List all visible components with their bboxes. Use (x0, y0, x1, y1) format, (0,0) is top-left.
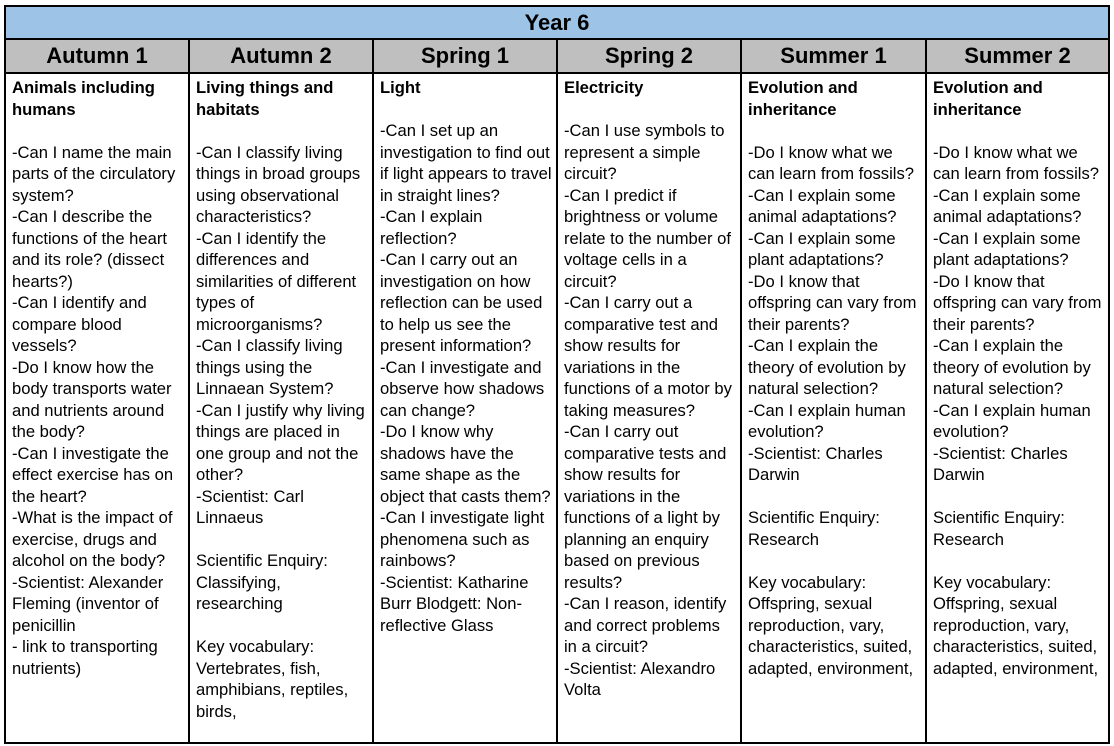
question-line (196, 120, 368, 142)
question-line (933, 486, 1104, 508)
question-line: Scientific Enquiry: Classifying, researching (196, 551, 333, 613)
question-line: Key vocabulary: Offspring, sexual reproduction, vary, characteristics, suited, adapted, environment, (748, 572, 917, 678)
question-line: -Scientist: Alexander Fleming (inventor of penicillin (12, 572, 168, 635)
term-header-spring-1: Spring 1 (374, 40, 558, 72)
topic-title: Living things and habitats (196, 78, 334, 119)
question-line (748, 486, 921, 508)
question-line: -Do I know how the body transports water and nutrients around the body? (12, 357, 177, 441)
question-line: -Scientist: Charles Darwin (933, 443, 1073, 484)
question-line: -Scientist: Alexandro Volta (564, 658, 720, 699)
question-line (12, 120, 184, 142)
question-line: -Can I explain some animal adaptations? (933, 185, 1086, 226)
question-line: -Can I identify the differences and similarities of different types of microorganisms? (196, 228, 361, 334)
question-line: -Can I investigate light phenomena such as rainbows? (380, 508, 549, 570)
question-line: -Can I carry out an investigation on how reflection can be used to help us see the present information? (380, 250, 547, 355)
curriculum-table (4, 5, 1110, 744)
question-line: -Can I investigate and observe how shadows can change? (380, 357, 549, 420)
question-line: Key vocabulary: Offspring, sexual reproduction, vary, characteristics, suited, adapted, environment, (933, 572, 1102, 678)
question-line: -Can I classify living things in broad groups using observational characteristics? (196, 142, 365, 226)
term-header-spring-2: Spring 2 (558, 40, 742, 72)
question-line: -Can I predict if brightness or volume relate to the number of voltage cells in a circuit? (564, 185, 736, 291)
question-line: -What is the impact of exercise, drugs and alcohol on the body? (12, 508, 178, 570)
question-line: -Scientist: Carl Linnaeus (196, 486, 309, 527)
question-line: -Scientist: Katharine Burr Blodgett: Non-reflective Glass (380, 572, 534, 635)
question-line: -Can I explain some plant adaptations? (933, 228, 1086, 269)
year-title: Year 6 (6, 7, 1108, 40)
question-line: -Can I classify living things using the Linnaean System? (196, 336, 348, 398)
question-line: -Can I investigate the effect exercise has on the heart? (12, 443, 178, 506)
question-line: -Can I explain some animal adaptations? (748, 185, 901, 226)
question-line (748, 120, 921, 142)
question-line: -Do I know that offspring can vary from their parents? (933, 271, 1107, 334)
question-line: -Do I know why shadows have the same shape as the object that casts them? (380, 422, 551, 506)
term-header-summer-2: Summer 2 (964, 43, 1071, 68)
topic-title: Electricity (564, 78, 644, 97)
question-line: -Do I know what we can learn from fossils? (933, 142, 1100, 183)
topic-title: Evolution and inheritance (933, 78, 1043, 119)
question-line: -Can I explain human evolution? (748, 400, 911, 441)
question-line: -Can I carry out a comparative test and show results for variations in the functions of a motor by taking measures? (564, 293, 737, 420)
question-line (380, 99, 552, 121)
question-line: -Can I reason, identify and correct problems in a circuit? (564, 594, 731, 656)
question-line: - link to transporting nutrients) (12, 637, 163, 678)
term-header-autumn-2: Autumn 2 (190, 40, 374, 72)
question-line: -Can I explain reflection? (380, 207, 488, 248)
question-line: -Can I explain the theory of evolution by natural selection? (933, 336, 1096, 398)
question-line: -Can I identify and compare blood vessels? (12, 293, 152, 355)
term-content-spring-2 (558, 74, 742, 744)
term-header-autumn-1: Autumn 1 (6, 40, 190, 72)
question-line: -Can I explain human evolution? (933, 400, 1096, 441)
topic-title: Animals including humans (12, 78, 155, 119)
term-content-autumn-1 (6, 74, 190, 744)
question-line (196, 615, 368, 637)
question-line (933, 120, 1104, 142)
question-line: -Scientist: Charles Darwin (748, 443, 888, 484)
term-content-summer-2 (927, 74, 1108, 744)
question-line: -Can I explain the theory of evolution by natural selection? (748, 336, 911, 398)
question-line: Key vocabulary: Vertebrates, fish, amphibians, reptiles, birds, (196, 637, 353, 721)
question-line: -Can I use symbols to represent a simple circuit? (564, 121, 730, 183)
question-line: -Can I describe the functions of the heart and its role? (dissect hearts?) (12, 207, 172, 291)
term-header-row (6, 40, 1108, 74)
question-line: -Can I carry out comparative tests and show results for variations in the functions of a light by planning an enquiry based on previous results? (564, 422, 731, 592)
term-content-spring-1 (374, 74, 558, 744)
question-line: -Do I know that offspring can vary from their parents? (748, 271, 922, 334)
question-line (564, 99, 736, 121)
question-line (196, 529, 368, 551)
question-line: -Can I justify why living things are placed in one group and not the other? (196, 400, 370, 484)
question-line (748, 550, 921, 572)
question-line: -Can I explain some plant adaptations? (748, 228, 901, 269)
question-line: Scientific Enquiry: Research (933, 508, 1070, 549)
term-content-summer-1 (742, 74, 927, 744)
topic-title: Evolution and inheritance (748, 78, 858, 119)
term-content-autumn-2 (190, 74, 374, 744)
term-header-summer-1: Summer 1 (742, 40, 927, 72)
term-content-row (6, 74, 1108, 744)
question-line: -Do I know what we can learn from fossils? (748, 142, 915, 183)
question-line: -Can I name the main parts of the circulatory system? (12, 142, 180, 205)
question-line: Scientific Enquiry: Research (748, 508, 885, 549)
topic-title: Light (380, 78, 421, 97)
question-line (933, 550, 1104, 572)
question-line: -Can I set up an investigation to find out if light appears to travel in straight lines? (380, 121, 557, 205)
